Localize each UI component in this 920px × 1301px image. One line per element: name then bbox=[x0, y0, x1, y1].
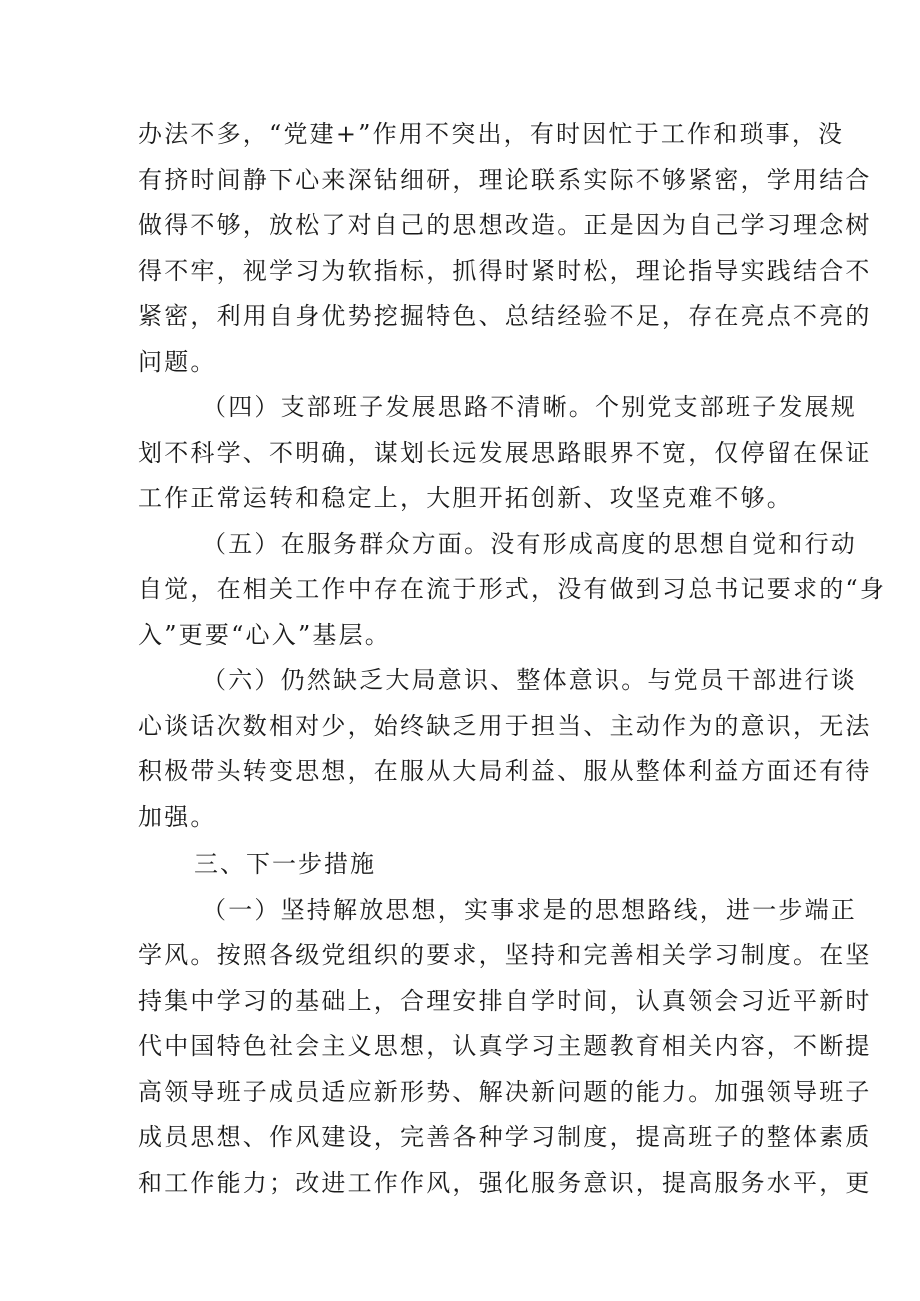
body-line: 心谈话次数相对少，始终缺乏用于担当、主动作为的意识，无法 bbox=[138, 711, 872, 740]
body-line: 紧密，利用自身优势挖掘特色、总结经验不足，存在亮点不亮的 bbox=[138, 302, 872, 330]
body-line: 有挤时间静下心来深钻细研，理论联系实际不够紧密，学用结合 bbox=[138, 165, 872, 194]
document-body bbox=[138, 112, 887, 1206]
body-line: 加强。 bbox=[138, 802, 217, 831]
body-line: 持集中学习的基础上，合理安排自学时间，认真领会习近平新时 bbox=[138, 986, 872, 1015]
body-line: 积极带头转变思想，在服从大局利益、服从整体利益方面还有待 bbox=[138, 757, 872, 785]
body-line: 学风。按照各级党组织的要求，坚持和完善相关学习制度。在坚 bbox=[138, 941, 872, 969]
body-line: 划不科学、不明确，谋划长远发展思路眼界不宽，仅停留在保证 bbox=[138, 438, 872, 467]
body-line: 和工作能力；改进工作作风，强化服务意识，提高服务水平，更 bbox=[138, 1168, 872, 1197]
paragraph-start-line: （四）支部班子发展思路不清晰。个别党支部班子发展规 bbox=[202, 393, 857, 421]
body-line: 成员思想、作风建设，完善各种学习制度，提高班子的整体素质 bbox=[138, 1123, 872, 1151]
paragraph-start-line: （五）在服务群众方面。没有形成高度的思想自觉和行动 bbox=[202, 529, 857, 558]
body-line: 得不牢，视学习为软指标，抓得时紧时松，理论指导实践结合不 bbox=[138, 256, 872, 285]
section-heading: 三、下一步措施 bbox=[194, 850, 376, 878]
body-line: 入”更要“心入”基层。 bbox=[138, 620, 392, 649]
body-line: 自觉，在相关工作中存在流于形式，没有做到习总书记要求的“身 bbox=[138, 575, 887, 603]
body-line: 问题。 bbox=[138, 347, 217, 376]
paragraph-start-line: （六）仍然缺乏大局意识、整体意识。与党员干部进行谈 bbox=[202, 666, 857, 694]
body-line: 工作正常运转和稳定上，大胆开拓创新、攻坚克难不够。 bbox=[138, 484, 793, 512]
paragraph-start-line: （一）坚持解放思想，实事求是的思想路线，进一步端正 bbox=[202, 895, 857, 924]
body-line: 代中国特色社会主义思想，认真学习主题教育相关内容，不断提 bbox=[138, 1032, 872, 1060]
body-line: 高领导班子成员适应新形势、解决新问题的能力。加强领导班子 bbox=[138, 1077, 872, 1106]
body-line: 办法不多，“党建+”作用不突出，有时因忙于工作和琐事，没 bbox=[138, 120, 845, 148]
body-line: 做得不够，放松了对自己的思想改造。正是因为自己学习理念树 bbox=[138, 211, 872, 239]
